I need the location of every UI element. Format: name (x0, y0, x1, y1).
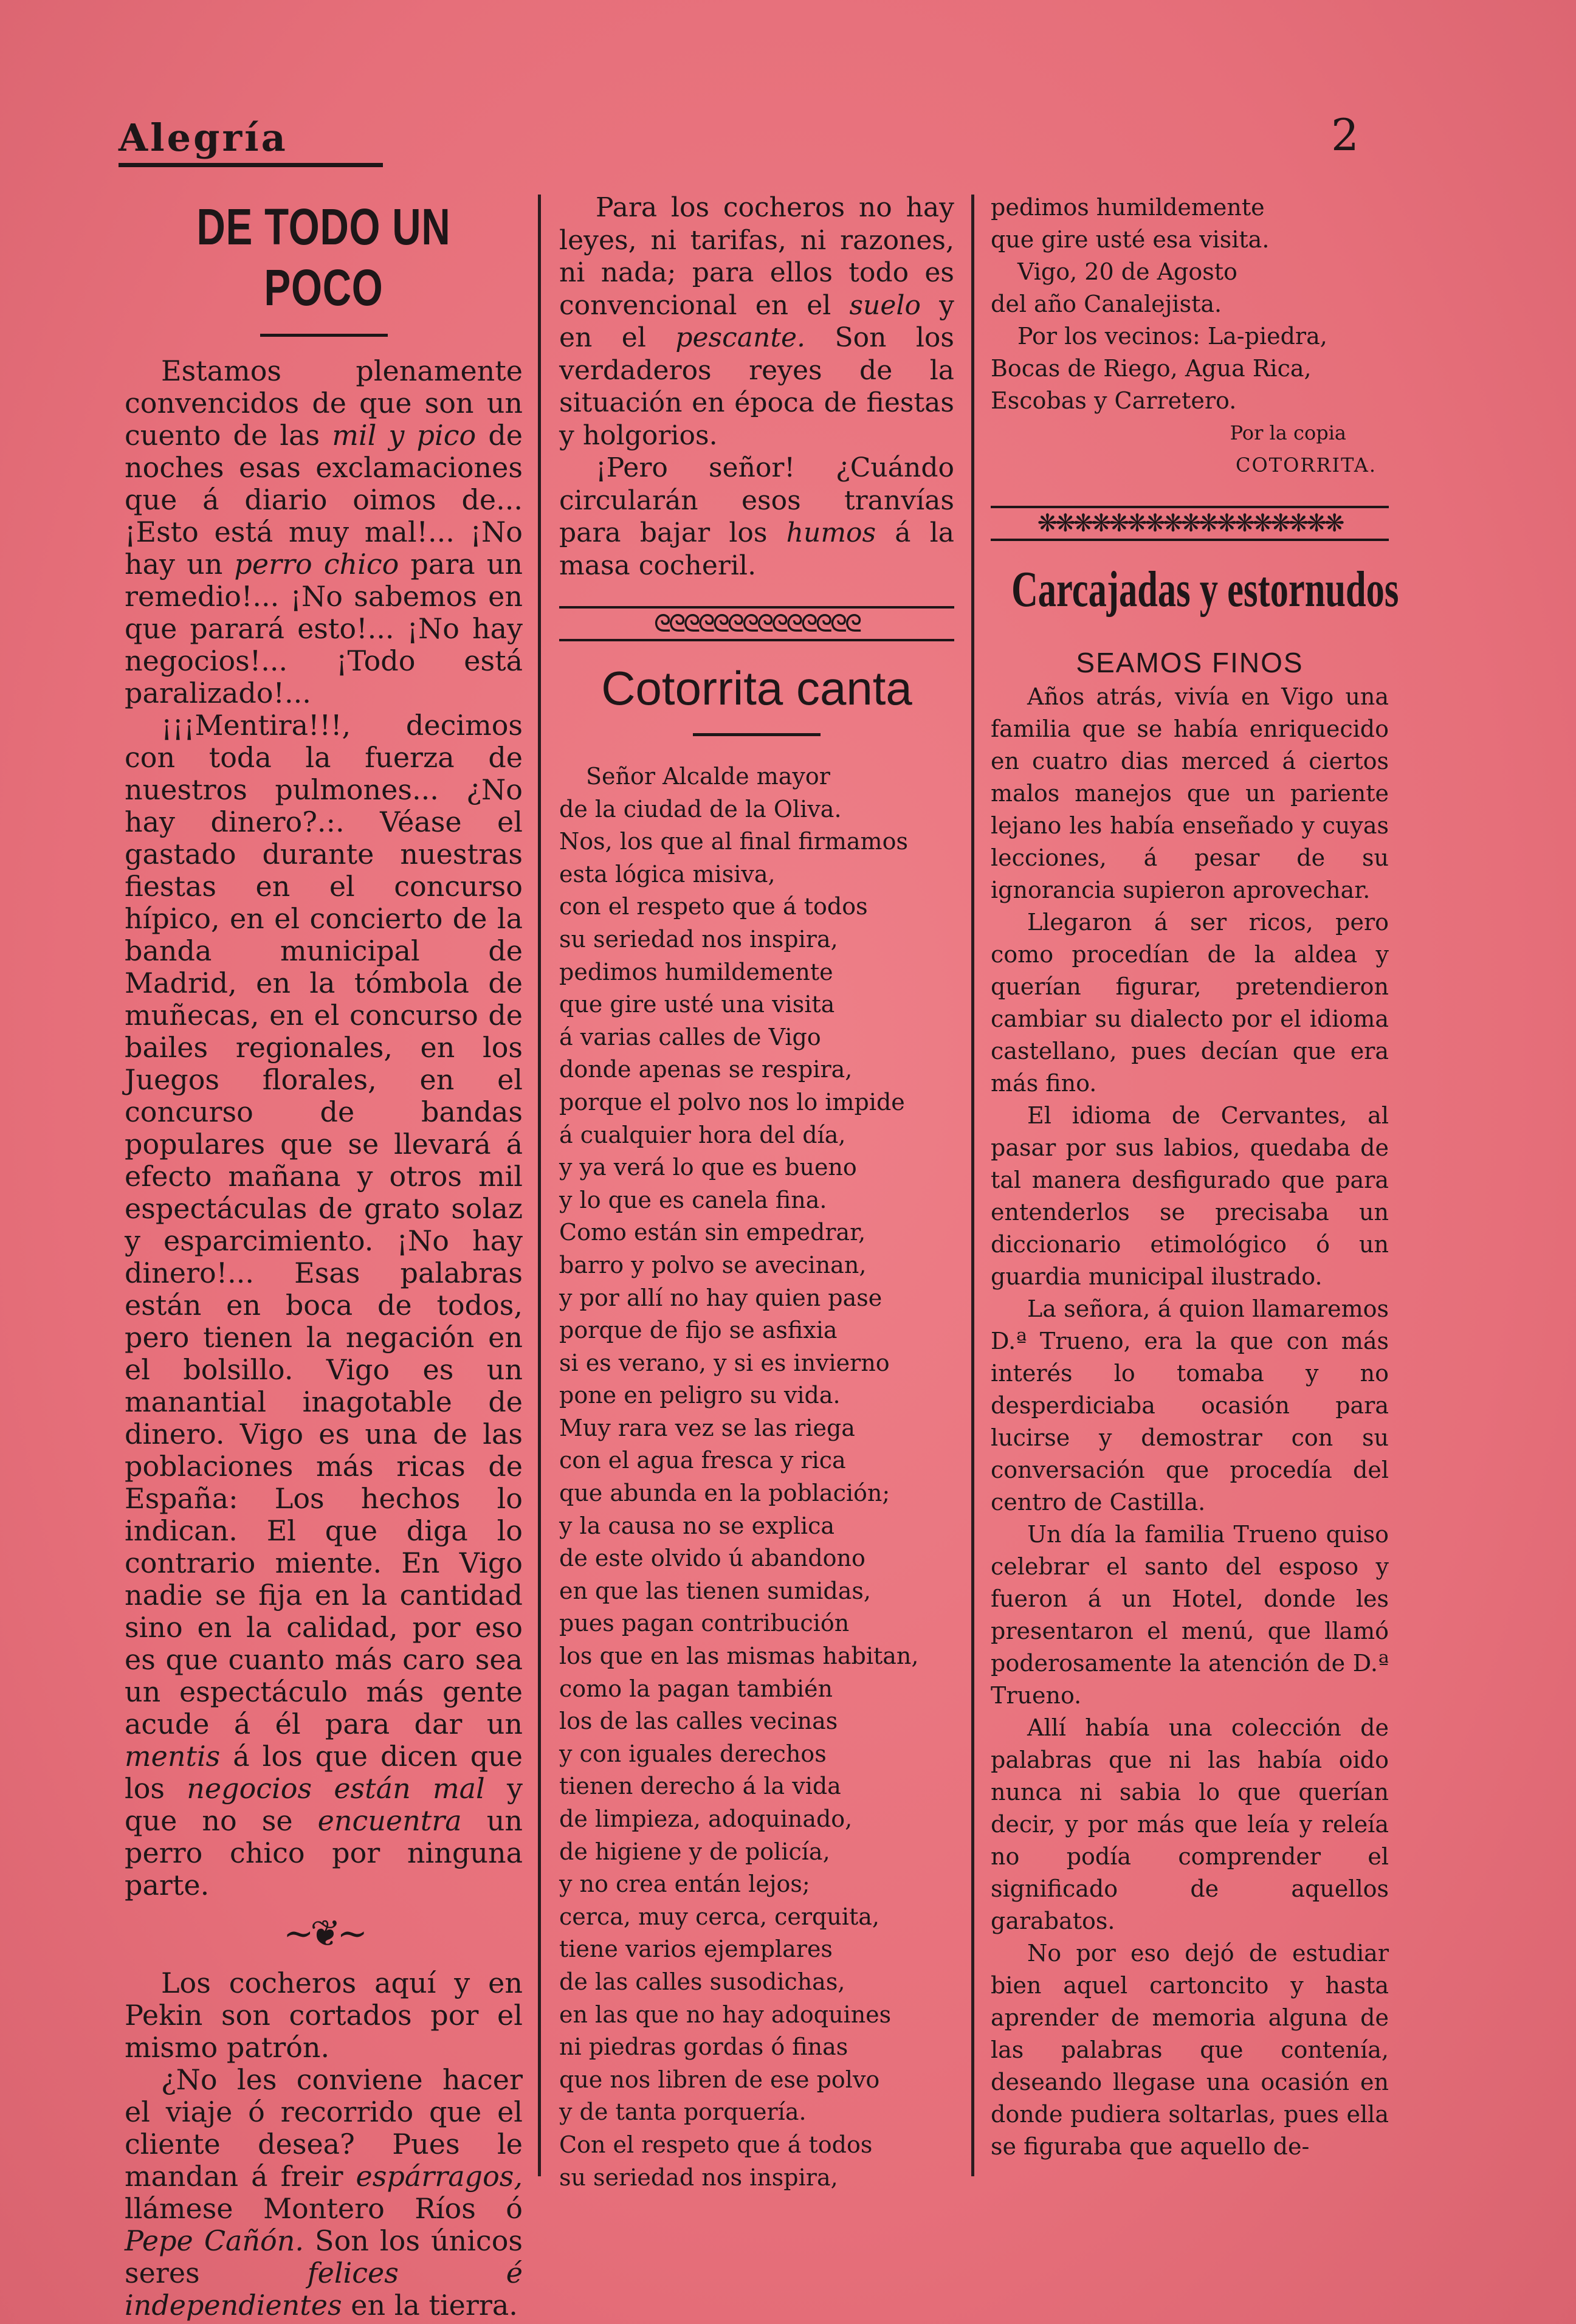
poem-line: y con iguales derechos (559, 1740, 827, 1767)
poem-line: Señor Alcalde mayor (586, 763, 830, 790)
letter-line: Bocas de Riego, Agua Rica, (991, 355, 1312, 382)
poem-line: que nos libren de ese polvo (559, 2066, 880, 2093)
paragraph: Años atrás, vivía en Vigo una familia que se había enriquecido en cuatro dias merced á ciertos malos manejos que un pariente lejano les había enseñado y cuyas lecciones, á pesar de su ignorancia supieron aprovechar. (991, 683, 1389, 903)
poem-line: de limpieza, adoquinado, (559, 1805, 853, 1832)
letter-line: pedimos humildemente (991, 194, 1265, 221)
poem-line: los que en las mismas habitan, (559, 1643, 919, 1670)
ornament-band: ᘓᘓᘓᘓᘓᘓᘓᘓᘓᘓᘓᘓᘓᘓ (559, 606, 954, 641)
poem-line: pues pagan contribución (559, 1610, 850, 1637)
letter-line: del año Canalejista. (991, 291, 1222, 317)
paragraph: Para los cocheros no hay leyes, ni tarifas, ni razones, ni nada; para ellos todo es convencional en el suelo y en el pescante. Son los verdaderos reyes de la situación en época de fiestas y holgorios. (559, 192, 954, 451)
letter-line: que gire usté esa visita. (991, 226, 1270, 253)
poem-line: con el respeto que á todos (559, 893, 868, 920)
poem-line: como la pagan también (559, 1675, 833, 1702)
poem-line: porque de fijo se asfixia (559, 1317, 838, 1344)
poem-line: en que las tienen sumidas, (559, 1577, 871, 1604)
poem-line: Nos, los que al final firmamos (559, 828, 908, 855)
column-divider-1 (538, 195, 541, 2176)
title-rule (260, 334, 388, 337)
section-title-cotorrita-canta: Cotorrita canta (601, 661, 912, 715)
poem-line: si es verano, y si es invierno (559, 1349, 890, 1376)
masthead-rule (119, 163, 383, 167)
poem-line: y la causa no se explica (559, 1512, 835, 1539)
column-cotorrita-canta (559, 191, 954, 2194)
poem-line: cerca, muy cerca, cerquita, (559, 1903, 880, 1930)
letter-line: Escobas y Carretero. (991, 387, 1237, 414)
paragraph: Estamos plenamente convencidos de que son un cuento de las mil y pico de noches esas exclamaciones que á diario oimos de... ¡Esto está muy mal!... ¡No hay un perro chico para un remedio!... ¡No sabemos en que parará esto!... ¡No hay negocios!... ¡Todo está paralizado!... (125, 354, 523, 709)
poem-line: de las calles susodichas, (559, 1968, 845, 1995)
fleuron-ornament: ~❦~ (283, 1912, 364, 1955)
poem-line: con el agua fresca y rica (559, 1447, 846, 1474)
poem-line: que gire usté una visita (559, 991, 835, 1018)
masthead-title: Alegría (119, 116, 288, 160)
poem-line: barro y polvo se avecinan, (559, 1251, 867, 1278)
paragraph: Los cocheros aquí y en Pekin son cortados por el mismo patrón. (125, 1967, 523, 2064)
poem-line: esta lógica misiva, (559, 860, 776, 888)
poem-line: Con el respeto que á todos (559, 2131, 873, 2158)
poem-line: que abunda en la población; (559, 1480, 890, 1507)
poem-line: porque el polvo nos lo impide (559, 1088, 905, 1115)
paragraph: Llegaron á ser ricos, pero como procedían de la aldea y querían figurar, pretendieron cambiar su dialecto por el idioma castellano, pues decían que era más fino. (991, 909, 1389, 1097)
poem-line: y lo que es canela fina. (559, 1186, 827, 1213)
column-de-todo-un-poco (125, 191, 523, 2322)
poem-line: Como están sin empedrar, (559, 1219, 866, 1246)
poem-line: en las que no hay adoquines (559, 2001, 892, 2028)
signature: COTORRITA. (1236, 453, 1377, 477)
poem-line: de higiene y de policía, (559, 1838, 830, 1865)
poem-line: y por allí no hay quien pase (559, 1284, 883, 1311)
poem-line: pedimos humildemente (559, 958, 833, 985)
poem-line: de este olvido ú abandono (559, 1545, 865, 1572)
paragraph: ¿No les conviene hacer el viaje ó recorrido que el cliente desea? Pues le mandan á freir espárragos, llámese Montero Ríos ó Pepe Cañón. Son los únicos seres felices é independientes en la tierra. (125, 2063, 523, 2322)
poem-line: tiene varios ejemplares (559, 1936, 833, 1963)
letter-line: Por los vecinos: La-piedra, (1017, 323, 1327, 350)
paragraph: El idioma de Cervantes, al pasar por sus labios, quedaba de tal manera desfigurado que para entenderlos se precisaba un diccionario etimológico ó un guardia municipal ilustrado. (991, 1102, 1389, 1290)
poem-line: y no crea entán lejos; (559, 1871, 810, 1898)
letter-line: Vigo, 20 de Agosto (1017, 258, 1237, 285)
paragraph: ¡¡¡Mentira!!!, decimos con toda la fuerza de nuestros pulmones... ¿No hay dinero?.:. Véase el gastado durante nuestras fiestas en el concurso hípico, en el concierto de la banda municipal de Madrid, en la tómbola de muñecas, en el concurso de bailes regionales, en los Juegos florales, en el concurso de bandas populares que se llevará á efecto mañana y otros mil espectáculas de grato solaz y esparcimiento. ¡No hay dinero!... Esas palabras están en boca de todos, pero tienen la negación en el bolsillo. Vigo es un manantial inagotable de dinero. Vigo es una de las poblaciones más ricas de España: Los hechos lo indican. El que diga lo contrario miente. En Vigo nadie se fija en la cantidad sino en la calidad, por eso es que cuanto más caro sea un espectáculo más gente acude á él para dar un mentis á los que dicen que los negocios están mal y que no se encuentra un perro chico por ninguna parte. (125, 709, 523, 1902)
letter-ending (991, 191, 1389, 481)
paragraph: ¡Pero señor! ¿Cuándo circularán esos tranvías para bajar los humos á la masa cocheril. (559, 452, 954, 581)
paragraph: Allí había una colección de palabras que ni las había oido nunca ni sabia lo que querían decir, y por más que leía y releía no podía comprender el significado de aquellos garabatos. (991, 1714, 1389, 1934)
subtitle-seamos-finos: SEAMOS FINOS (1076, 647, 1304, 678)
section-title-de-todo-un-poco: DE TODO UN POCO (196, 198, 451, 316)
poem-line: y de tanta porquería. (559, 2098, 807, 2126)
poem-line: ni piedras gordas ó finas (559, 2033, 848, 2061)
paragraph: La señora, á quion llamaremos D.ª Trueno, era la que con más interés lo tomaba y no desperdiciaba ocasión para lucirse y demostrar con su conversación que procedía del centro de Castilla. (991, 1295, 1389, 1515)
poem-line: pone en peligro su vida. (559, 1382, 841, 1409)
page-number: 2 (1331, 109, 1359, 160)
copy-line: Por la copia (1230, 421, 1346, 444)
paragraph: Un día la familia Trueno quiso celebrar el santo del esposo y fueron á un Hotel, donde les presentaron el menú, que llamó poderosamente la atención de D.ª Trueno. (991, 1521, 1389, 1709)
poem-line: á cualquier hora del día, (559, 1121, 846, 1148)
title-rule (693, 733, 821, 736)
poem (559, 760, 954, 2194)
poem-line: su seriedad nos inspira, (559, 2164, 838, 2191)
poem-line: y ya verá lo que es bueno (559, 1154, 857, 1181)
poem-line: tienen derecho á la vida (559, 1773, 841, 1800)
ornament-band: ❋❋❋❋❋❋❋❋❋❋❋❋❋❋❋❋❋ (991, 506, 1389, 541)
paragraph: No por eso dejó de estudiar bien aquel cartoncito y hasta aprender de memoria alguna de las palabras que contenía, deseando llegase una ocasión en donde pudiera soltarlas, pues ella se figuraba que aquello de- (991, 1940, 1389, 2160)
poem-line: su seriedad nos inspira, (559, 925, 838, 953)
poem-line: á varias calles de Vigo (559, 1023, 821, 1050)
poem-line: Muy rara vez se las riega (559, 1414, 855, 1441)
section-title-carcajadas: Carcajadas y estornudos (1011, 561, 1399, 618)
poem-line: los de las calles vecinas (559, 1708, 838, 1735)
column-divider-2 (971, 195, 974, 2176)
column-carcajadas (991, 191, 1399, 2163)
poem-line: de la ciudad de la Oliva. (559, 795, 842, 822)
poem-line: donde apenas se respira, (559, 1056, 853, 1083)
